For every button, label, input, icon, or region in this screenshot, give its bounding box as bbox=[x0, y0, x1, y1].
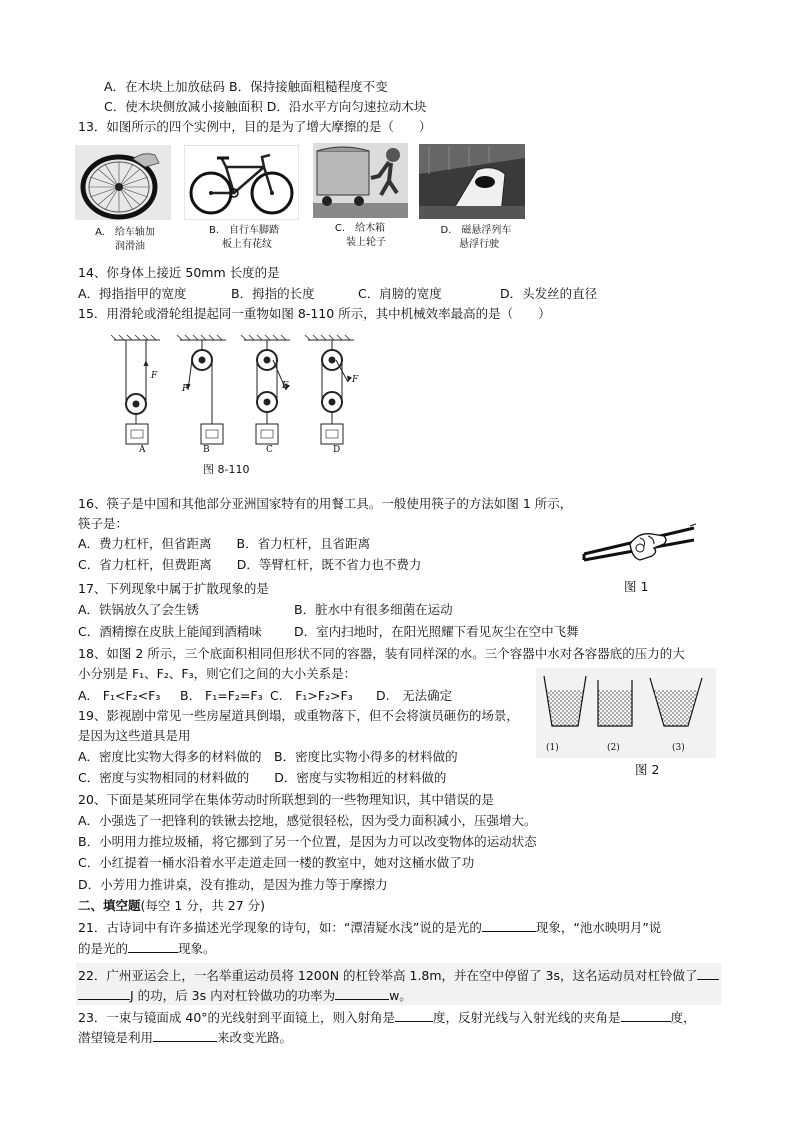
q15-force-b-label: F bbox=[182, 384, 189, 394]
q18-container-3-label: (3) bbox=[672, 743, 685, 753]
q20-option-d: D．小芳用力推讲桌，没有推动，是因为推力等于摩擦力 bbox=[78, 877, 388, 892]
q14-option-b: B．拇指的长度 bbox=[231, 286, 315, 301]
q13-caption-a-2: 润滑油 bbox=[115, 241, 145, 252]
q14-option-d: D．头发丝的直径 bbox=[500, 286, 598, 301]
q18-figure-label: 图 2 bbox=[635, 762, 660, 777]
q12-options-line2: C．使木块侧放减小接触面积 D．沿水平方向匀速拉动木块 bbox=[104, 99, 427, 114]
q15-force-d-label: F bbox=[352, 375, 359, 385]
q17-option-b: B．脏水中有很多细菌在运动 bbox=[294, 602, 453, 617]
q23-blank-2[interactable] bbox=[621, 1009, 671, 1022]
q16-stem-2: 筷子是： bbox=[78, 516, 129, 531]
q20-stem: 20、下面是某班同学在集体劳动时所联想到的一些物理知识，其中错误的是 bbox=[78, 792, 494, 807]
q15-force-a-label: F bbox=[151, 371, 158, 381]
q23-blank-1[interactable] bbox=[395, 1009, 433, 1022]
q22-text-1: 22．广州亚运会上，一名举重运动员将 1200N 的杠铃举高 1.8m，并在空中停留了 3s，这名运动员对杠铃做了 bbox=[78, 968, 698, 983]
section2-heading bbox=[78, 898, 265, 914]
q13-caption-d-1: D. 磁悬浮列车 bbox=[440, 225, 512, 236]
q16-chopsticks-image bbox=[582, 514, 706, 568]
q23-line1 bbox=[78, 1009, 696, 1026]
q22-text-3: w。 bbox=[389, 988, 412, 1003]
q18-stem-2: 小分别是 F₁、F₂、F₃，则它们之间的大小关系是： bbox=[78, 666, 357, 681]
q17-option-a: A．铁锅放久了会生锈 bbox=[78, 602, 200, 617]
q18-option-a: A. F₁<F₂<F₃ bbox=[78, 688, 161, 703]
q14-option-a: A．拇指指甲的宽度 bbox=[78, 286, 187, 301]
q23-text-1: 23．一束与镜面成 40°的光线射到平面镜上，则入射角是 bbox=[78, 1010, 396, 1025]
q18-container-2-label: (2) bbox=[607, 743, 620, 753]
q23-text-2: 度，反射光线与入射光线的夹角是 bbox=[433, 1010, 621, 1025]
q17-option-d: D．室内扫地时，在阳光照耀下看见灰尘在空中飞舞 bbox=[294, 624, 579, 639]
q13-caption-b-2: 板上有花纹 bbox=[222, 239, 272, 250]
q12-options-line1: A．在木块上加放砝码 B．保持接触面粗糙程度不变 bbox=[104, 79, 388, 94]
q21-text-4: 现象。 bbox=[178, 941, 216, 956]
q22-blank-1b[interactable] bbox=[78, 987, 130, 1000]
q18-stem-1: 18、如图 2 所示，三个底面积相同但形状不同的容器，装有同样深的水。三个容器中水对各容器底的压力的大 bbox=[78, 646, 685, 661]
q19-stem-1: 19、影视剧中常见一些房屋道具倒塌，或重物落下，但不会将演员砸伤的场景， bbox=[78, 708, 519, 723]
section2-note: (每空 1 分，共 27 分) bbox=[140, 898, 266, 913]
q17-stem: 17、下列现象中属于扩散现象的是 bbox=[78, 581, 269, 596]
q21-text-3: 的是光的 bbox=[78, 941, 129, 956]
q13-caption-a-1: A. 给车轴加 bbox=[95, 227, 155, 238]
q13-bicycle-image bbox=[184, 145, 299, 220]
q19-options-cd: C．密度与实物相同的材料做的 D．密度与实物相近的材料做的 bbox=[78, 770, 447, 785]
q21-text-2: 现象，“池水映明月”说 bbox=[535, 920, 662, 935]
q13-caption-b-1: B. 自行车脚踏 bbox=[208, 225, 280, 236]
q18-containers-diagram bbox=[536, 668, 716, 758]
q13-caption-c-2: 装上轮子 bbox=[346, 237, 386, 248]
q14-stem: 14、你身体上接近 50mm 长度的是 bbox=[78, 265, 280, 280]
q15-figure-label: 图 8-110 bbox=[203, 463, 250, 476]
q13-maglev-train-image bbox=[419, 144, 525, 219]
q16-options-ab: A．费力杠杆，但省距离 B．省力杠杆，且省距离 bbox=[78, 536, 371, 551]
q21-text-1: 21．古诗词中有许多描述光学现象的诗句，如：“潭清疑水浅”说的是光的 bbox=[78, 920, 482, 935]
q15-label-d: D bbox=[333, 445, 341, 455]
q15-label-c: C bbox=[266, 445, 273, 455]
q16-figure-label: 图 1 bbox=[624, 579, 649, 594]
q22-blank-2[interactable] bbox=[335, 987, 389, 1000]
q23-text-5: 来改变光路。 bbox=[217, 1030, 293, 1045]
q16-options-cd: C．省力杠杆，但费距离 D．等臂杠杆，既不省力也不费力 bbox=[78, 557, 422, 572]
q13-stem: 13．如图所示的四个实例中，目的是为了增大摩擦的是（ ） bbox=[78, 119, 432, 134]
q23-text-4: 潜望镜是利用 bbox=[78, 1030, 154, 1045]
q15-stem: 15．用滑轮或滑轮组提起同一重物如图 8-110 所示，其中机械效率最高的是（ ） bbox=[78, 306, 551, 321]
q21-line1 bbox=[78, 919, 661, 936]
q23-text-3: 度， bbox=[670, 1010, 696, 1025]
q13-caption-d-2: 悬浮行驶 bbox=[459, 239, 499, 250]
q15-label-a: A bbox=[139, 445, 146, 455]
q15-pulley-diagram bbox=[108, 330, 368, 460]
q16-stem-1: 16、筷子是中国和其他部分亚洲国家特有的用餐工具。一般使用筷子的方法如图 1 所示， bbox=[78, 496, 573, 511]
q15-force-c-label: F bbox=[282, 381, 289, 391]
q22-line2 bbox=[78, 987, 412, 1004]
q23-line2 bbox=[78, 1029, 292, 1046]
q21-blank-1[interactable] bbox=[482, 919, 536, 932]
q15-label-b: B bbox=[203, 445, 210, 455]
q20-option-c: C．小红提着一桶水沿着水平走道走回一楼的教室中，她对这桶水做了功 bbox=[78, 855, 475, 870]
q20-option-b: B．小明用力推垃圾桶，将它挪到了另一个位置，是因为力可以改变物体的运动状态 bbox=[78, 834, 537, 849]
q13-caption-c-1: C. 给木箱 bbox=[334, 223, 386, 234]
q19-stem-2: 是因为这些道具是用 bbox=[78, 728, 191, 743]
q18-container-1-label: (1) bbox=[546, 743, 559, 753]
q18-option-d: D. 无法确定 bbox=[376, 688, 453, 703]
q20-option-a: A．小强选了一把锋利的铁锹去挖地，感觉很轻松，因为受力面积减小，压强增大。 bbox=[78, 813, 537, 828]
q13-wheel-image bbox=[75, 145, 171, 220]
q18-option-c: C. F₁>F₂>F₃ bbox=[270, 688, 353, 703]
q22-blank-1a[interactable] bbox=[697, 967, 719, 980]
q22-text-2: J 的功，后 3s 内对杠铃做功的功率为 bbox=[130, 988, 336, 1003]
q13-wooden-box-image bbox=[313, 143, 408, 218]
q19-options-ab: A．密度比实物大得多的材料做的 B．密度比实物小得多的材料做的 bbox=[78, 749, 458, 764]
q18-option-b: B. F₁=F₂=F₃ bbox=[180, 688, 263, 703]
q21-blank-2[interactable] bbox=[128, 940, 178, 953]
section2-title: 二、填空题 bbox=[78, 898, 141, 913]
q14-option-c: C．肩膀的宽度 bbox=[358, 286, 442, 301]
q17-option-c: C．酒精擦在皮肤上能闻到酒精味 bbox=[78, 624, 262, 639]
q23-blank-3[interactable] bbox=[153, 1029, 217, 1042]
q22-line1 bbox=[78, 967, 719, 984]
q21-line2 bbox=[78, 940, 216, 957]
